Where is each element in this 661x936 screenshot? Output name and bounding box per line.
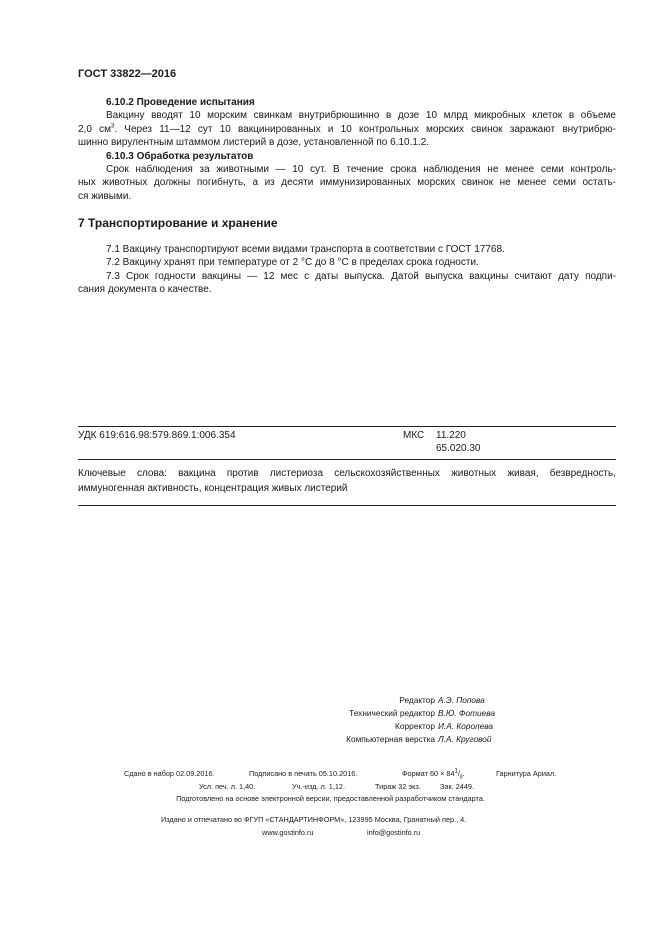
paragraph-7-2: 7.2 Вакцину хранят при температуре от 2 °С до 8 °С в пределах срока годности.	[106, 257, 479, 269]
submitted-date: Сдано в набор 02.09.2016.	[124, 769, 215, 778]
classification-middle-rule	[78, 459, 616, 460]
layout-label: Компьютерная верстка	[346, 734, 435, 744]
subsection-6-10-2-title: 6.10.2 Проведение испытания	[106, 97, 255, 108]
credits-names	[438, 694, 495, 746]
format-fraction-top: 1	[454, 768, 458, 775]
s6-10-2-line-3: шинно вирулентным штаммом листерий в дозе, установленной по 6.10.1.2.	[78, 137, 430, 149]
pub-sheets: Уч.-изд. л. 1,12.	[292, 782, 346, 791]
tech-editor-label: Технический редактор	[349, 708, 435, 718]
typeface: Гарнитура Ариал.	[496, 769, 557, 778]
s6-10-2-line-2a: 2,0 см	[78, 123, 111, 135]
format-fraction-bottom: 8	[459, 774, 463, 781]
s6-10-2-line-1: Вакцину вводят 10 морским свинкам внутрибрюшинно в дозе 10 млрд микробных клеток в объеме	[106, 110, 616, 122]
keywords-line-2: иммуногенная активность, концентрация живых листерий	[78, 483, 348, 494]
format-slash: /	[457, 769, 460, 778]
corrector-name: И.А. Королева	[438, 721, 493, 731]
s6-10-2-line-2b: . Через 11—12 сут 10 вакцинированных и 10 контрольных морских свинок заражают внутрибрю-	[114, 123, 616, 135]
subsection-6-10-3-title: 6.10.3 Обработка результатов	[106, 150, 254, 162]
mks-code-2: 65.020.30	[436, 443, 481, 454]
keywords-line-1: Ключевые слова: вакцина против листериоза сельскохозяйственных животных живая, безвредность,	[78, 468, 616, 479]
layout-name: Л.А. Круговой	[438, 734, 492, 744]
signed-date: Подписано в печать 05.10.2016.	[249, 769, 358, 778]
website-link[interactable]: www.gostinfo.ru	[262, 828, 314, 837]
format-end: .	[462, 769, 465, 778]
section-6-10-block	[78, 96, 616, 203]
prepared-note: Подготовлено на основе электронной версии, предоставленной разработчиком стандарта.	[176, 794, 485, 803]
editor-name: А.Э. Попова	[438, 695, 485, 705]
paragraph-7-3-line-1: 7.3 Срок годности вакцины — 12 мес с даты выпуска. Датой выпуска вакцины считают дату подпи-	[106, 270, 616, 282]
s6-10-2-line-2	[78, 123, 616, 136]
print-sheets: Усл. печ. л. 1,40.	[199, 782, 256, 791]
publisher: Издано и отпечатано во ФГУП «СТАНДАРТИНФОРМ», 123995 Москва, Гранатный пер., 4.	[161, 815, 467, 824]
order-number: Зак. 2449.	[440, 782, 474, 791]
corrector-label: Корректор	[395, 721, 435, 731]
udk-code: УДК 619:616.98:579.869.1:006.354	[78, 430, 236, 441]
standard-header: ГОСТ 33822—2016	[78, 68, 177, 80]
section-7-block	[78, 243, 616, 297]
paragraph-7-1: 7.1 Вакцину транспортируют всеми видами транспорта в соответствии с ГОСТ 17768.	[106, 244, 505, 255]
mks-code-1: 11.220	[436, 430, 466, 441]
paragraph-7-3-line-2: сания документа о качестве.	[78, 284, 212, 296]
tech-editor-name: В.Ю. Фотиева	[438, 708, 496, 718]
email-link[interactable]: info@gostinfo.ru	[367, 828, 421, 837]
credits-labels	[346, 694, 435, 746]
s6-10-3-line-2: ных животных должны погибнуть, а из десяти иммунизированных морских свинок не менее семи остать-	[78, 177, 616, 189]
s6-10-3-line-1: Срок наблюдения за животными — 10 сут. В течение срока наблюдения не менее семи контроль-	[106, 164, 616, 176]
s6-10-3-line-3: ся живыми.	[78, 190, 132, 202]
copies: Тираж 32 экз.	[375, 782, 421, 791]
editor-label: Редактор	[399, 695, 435, 705]
cubic-superscript: 3	[110, 123, 115, 130]
format-main: Формат 60 × 84	[402, 769, 455, 778]
section-7-title: 7 Транспортирование и хранение	[78, 216, 278, 230]
keywords-block	[78, 466, 616, 496]
classification-top-rule	[78, 426, 616, 427]
classification-bottom-rule	[78, 505, 616, 506]
paper-format	[402, 769, 465, 780]
mks-label: МКС	[403, 430, 425, 441]
